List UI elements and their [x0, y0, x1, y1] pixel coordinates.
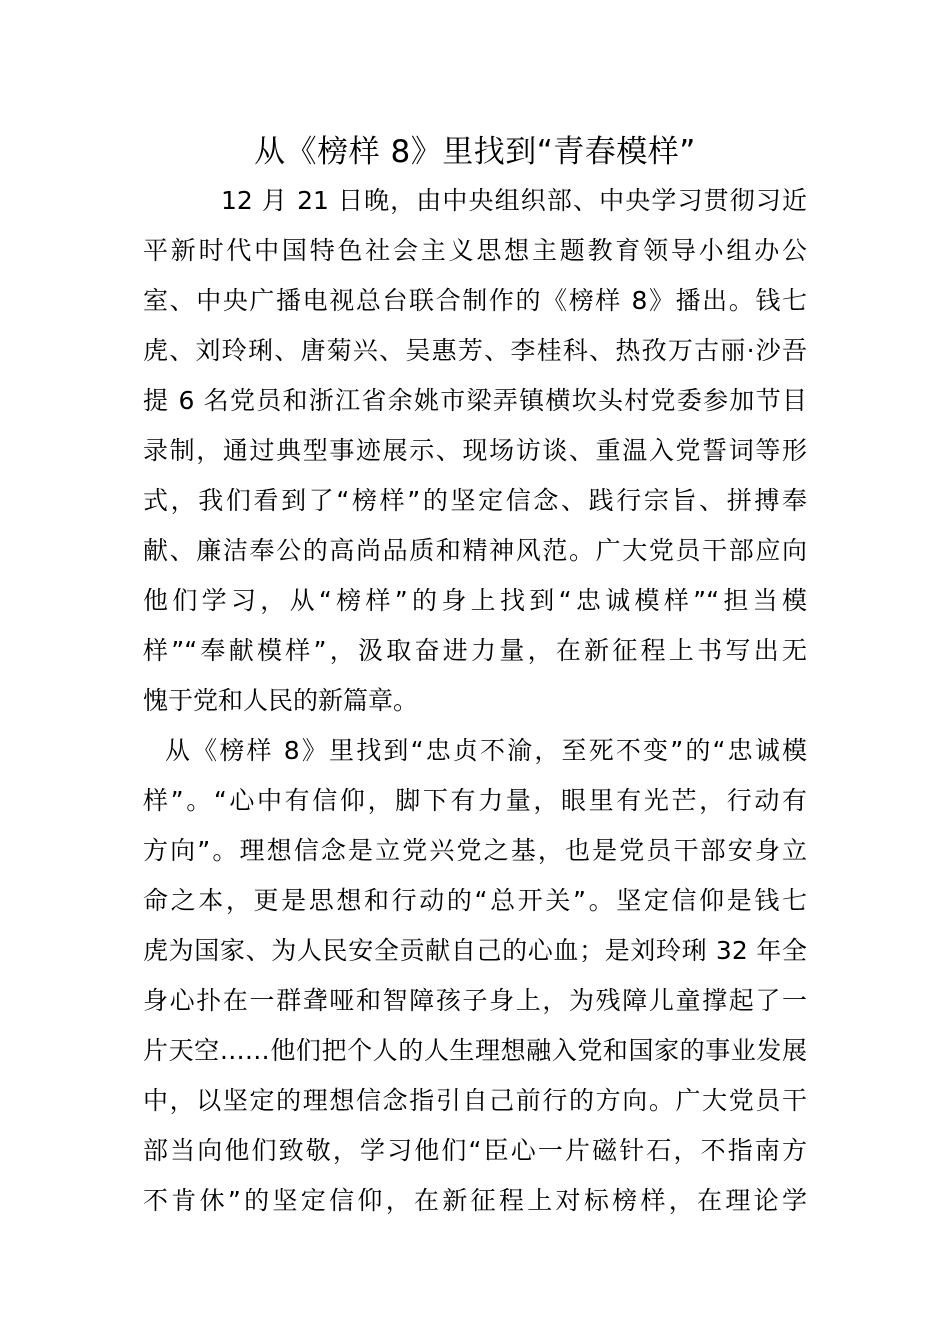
paragraph-line: 他们学习，从“榜样”的身上找到“忠诚模样”“担当模 — [143, 586, 807, 615]
paragraph-line: 从《榜样 8》里找到“忠贞不渝，至死不变”的“忠诚模 — [165, 736, 807, 765]
paragraph-line: 室、中央广播电视总台联合制作的《榜样 8》播出。钱七 — [143, 286, 807, 315]
paragraph-line: 录制，通过典型事迹展示、现场访谈、重温入党誓词等形 — [143, 436, 807, 465]
paragraph-line: 平新时代中国特色社会主义思想主题教育领导小组办公 — [143, 236, 807, 265]
paragraph-line: 式，我们看到了“榜样”的坚定信念、践行宗旨、拼搏奉 — [143, 486, 807, 515]
paragraph-line: 愧于党和人民的新篇章。 — [143, 686, 419, 715]
article-title: 从《榜样 8》里找到“青春模样” — [254, 134, 696, 170]
paragraph-line: 虎为国家、为人民安全贡献自己的心血；是刘玲琍 32 年全 — [143, 936, 807, 965]
article-body — [143, 176, 807, 1226]
paragraph-line: 12 月 21 日晚，由中央组织部、中央学习贯彻习近 — [221, 186, 807, 215]
paragraph-line: 中，以坚定的理想信念指引自己前行的方向。广大党员干 — [143, 1086, 807, 1115]
paragraph-line: 片天空……他们把个人的人生理想融入党和国家的事业发展 — [143, 1036, 807, 1065]
paragraph-line: 样”“奉献模样”，汲取奋进力量，在新征程上书写出无 — [143, 636, 807, 665]
paragraph-line: 命之本，更是思想和行动的“总开关”。坚定信仰是钱七 — [143, 886, 807, 915]
paragraph-line: 不肯休”的坚定信仰，在新征程上对标榜样，在理论学 — [143, 1186, 807, 1215]
paragraph-line: 样”。“心中有信仰，脚下有力量，眼里有光芒，行动有 — [143, 786, 807, 815]
paragraph-line: 提 6 名党员和浙江省余姚市梁弄镇横坎头村党委参加节目 — [143, 386, 807, 415]
paragraph-line: 身心扑在一群聋哑和智障孩子身上，为残障儿童撑起了一 — [143, 986, 807, 1015]
paragraph-line: 部当向他们致敬，学习他们“臣心一片磁针石，不指南方 — [143, 1136, 807, 1165]
paragraph-line: 方向”。理想信念是立党兴党之基，也是党员干部安身立 — [143, 836, 807, 865]
paragraph-line: 献、廉洁奉公的高尚品质和精神风范。广大党员干部应向 — [143, 536, 807, 565]
paragraph-line: 虎、刘玲琍、唐菊兴、吴惠芳、李桂科、热孜万古丽·沙吾 — [143, 336, 807, 365]
